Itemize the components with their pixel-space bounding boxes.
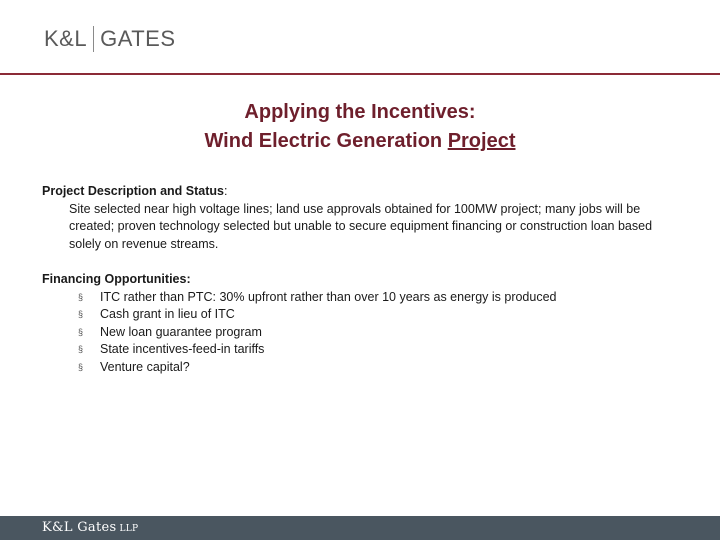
list-item xyxy=(42,289,682,307)
logo-left-text: K&L xyxy=(44,26,88,51)
slide-title-text: Wind Electric Generation xyxy=(204,130,448,152)
description-heading: Project Description and Status xyxy=(42,184,224,198)
bullet-icon: § xyxy=(78,291,84,302)
slide-title-line1: Applying the Incentives: xyxy=(244,101,476,123)
description-text: Site selected near high voltage lines; land use approvals obtained for 100MW project; many jobs will be created; proven technology selected but unable to secure equipment financing or construction loan based solely on revenue streams. xyxy=(69,201,653,251)
list-item xyxy=(42,324,682,342)
list-item-text: ITC rather than PTC: 30% upfront rather than over 10 years as energy is produced xyxy=(100,289,557,304)
description-colon: : xyxy=(223,184,228,198)
list-item-text: State incentives-feed-in tariffs xyxy=(100,342,265,356)
financing-list xyxy=(42,289,682,377)
list-item-text: New loan guarantee program xyxy=(100,324,262,339)
description-heading-row xyxy=(42,183,682,201)
list-item xyxy=(42,359,682,377)
list-item xyxy=(42,306,682,324)
header-rule xyxy=(0,73,720,75)
slide-title-line2 xyxy=(0,127,720,156)
logo-right-text: GATES xyxy=(100,26,176,51)
bullet-icon: § xyxy=(78,361,84,372)
footer-bar xyxy=(0,516,720,540)
slide-body xyxy=(42,183,682,376)
spacer xyxy=(42,253,682,271)
footer-brand-suffix: LLP xyxy=(119,524,139,534)
bullet-icon: § xyxy=(78,344,84,354)
bullet-icon: § xyxy=(78,326,84,337)
slide-title-underlined: Project xyxy=(447,130,516,152)
list-item-text: Cash grant in lieu of ITC xyxy=(100,307,235,321)
logo-divider xyxy=(93,26,94,52)
bullet-icon: § xyxy=(78,309,84,319)
firm-logo xyxy=(44,26,176,52)
list-item xyxy=(42,341,682,359)
financing-heading: Financing Opportunities: xyxy=(42,272,191,286)
footer-brand-name: K&L Gates xyxy=(42,520,117,535)
footer-brand xyxy=(42,520,138,535)
list-item-text: Venture capital? xyxy=(100,359,190,374)
